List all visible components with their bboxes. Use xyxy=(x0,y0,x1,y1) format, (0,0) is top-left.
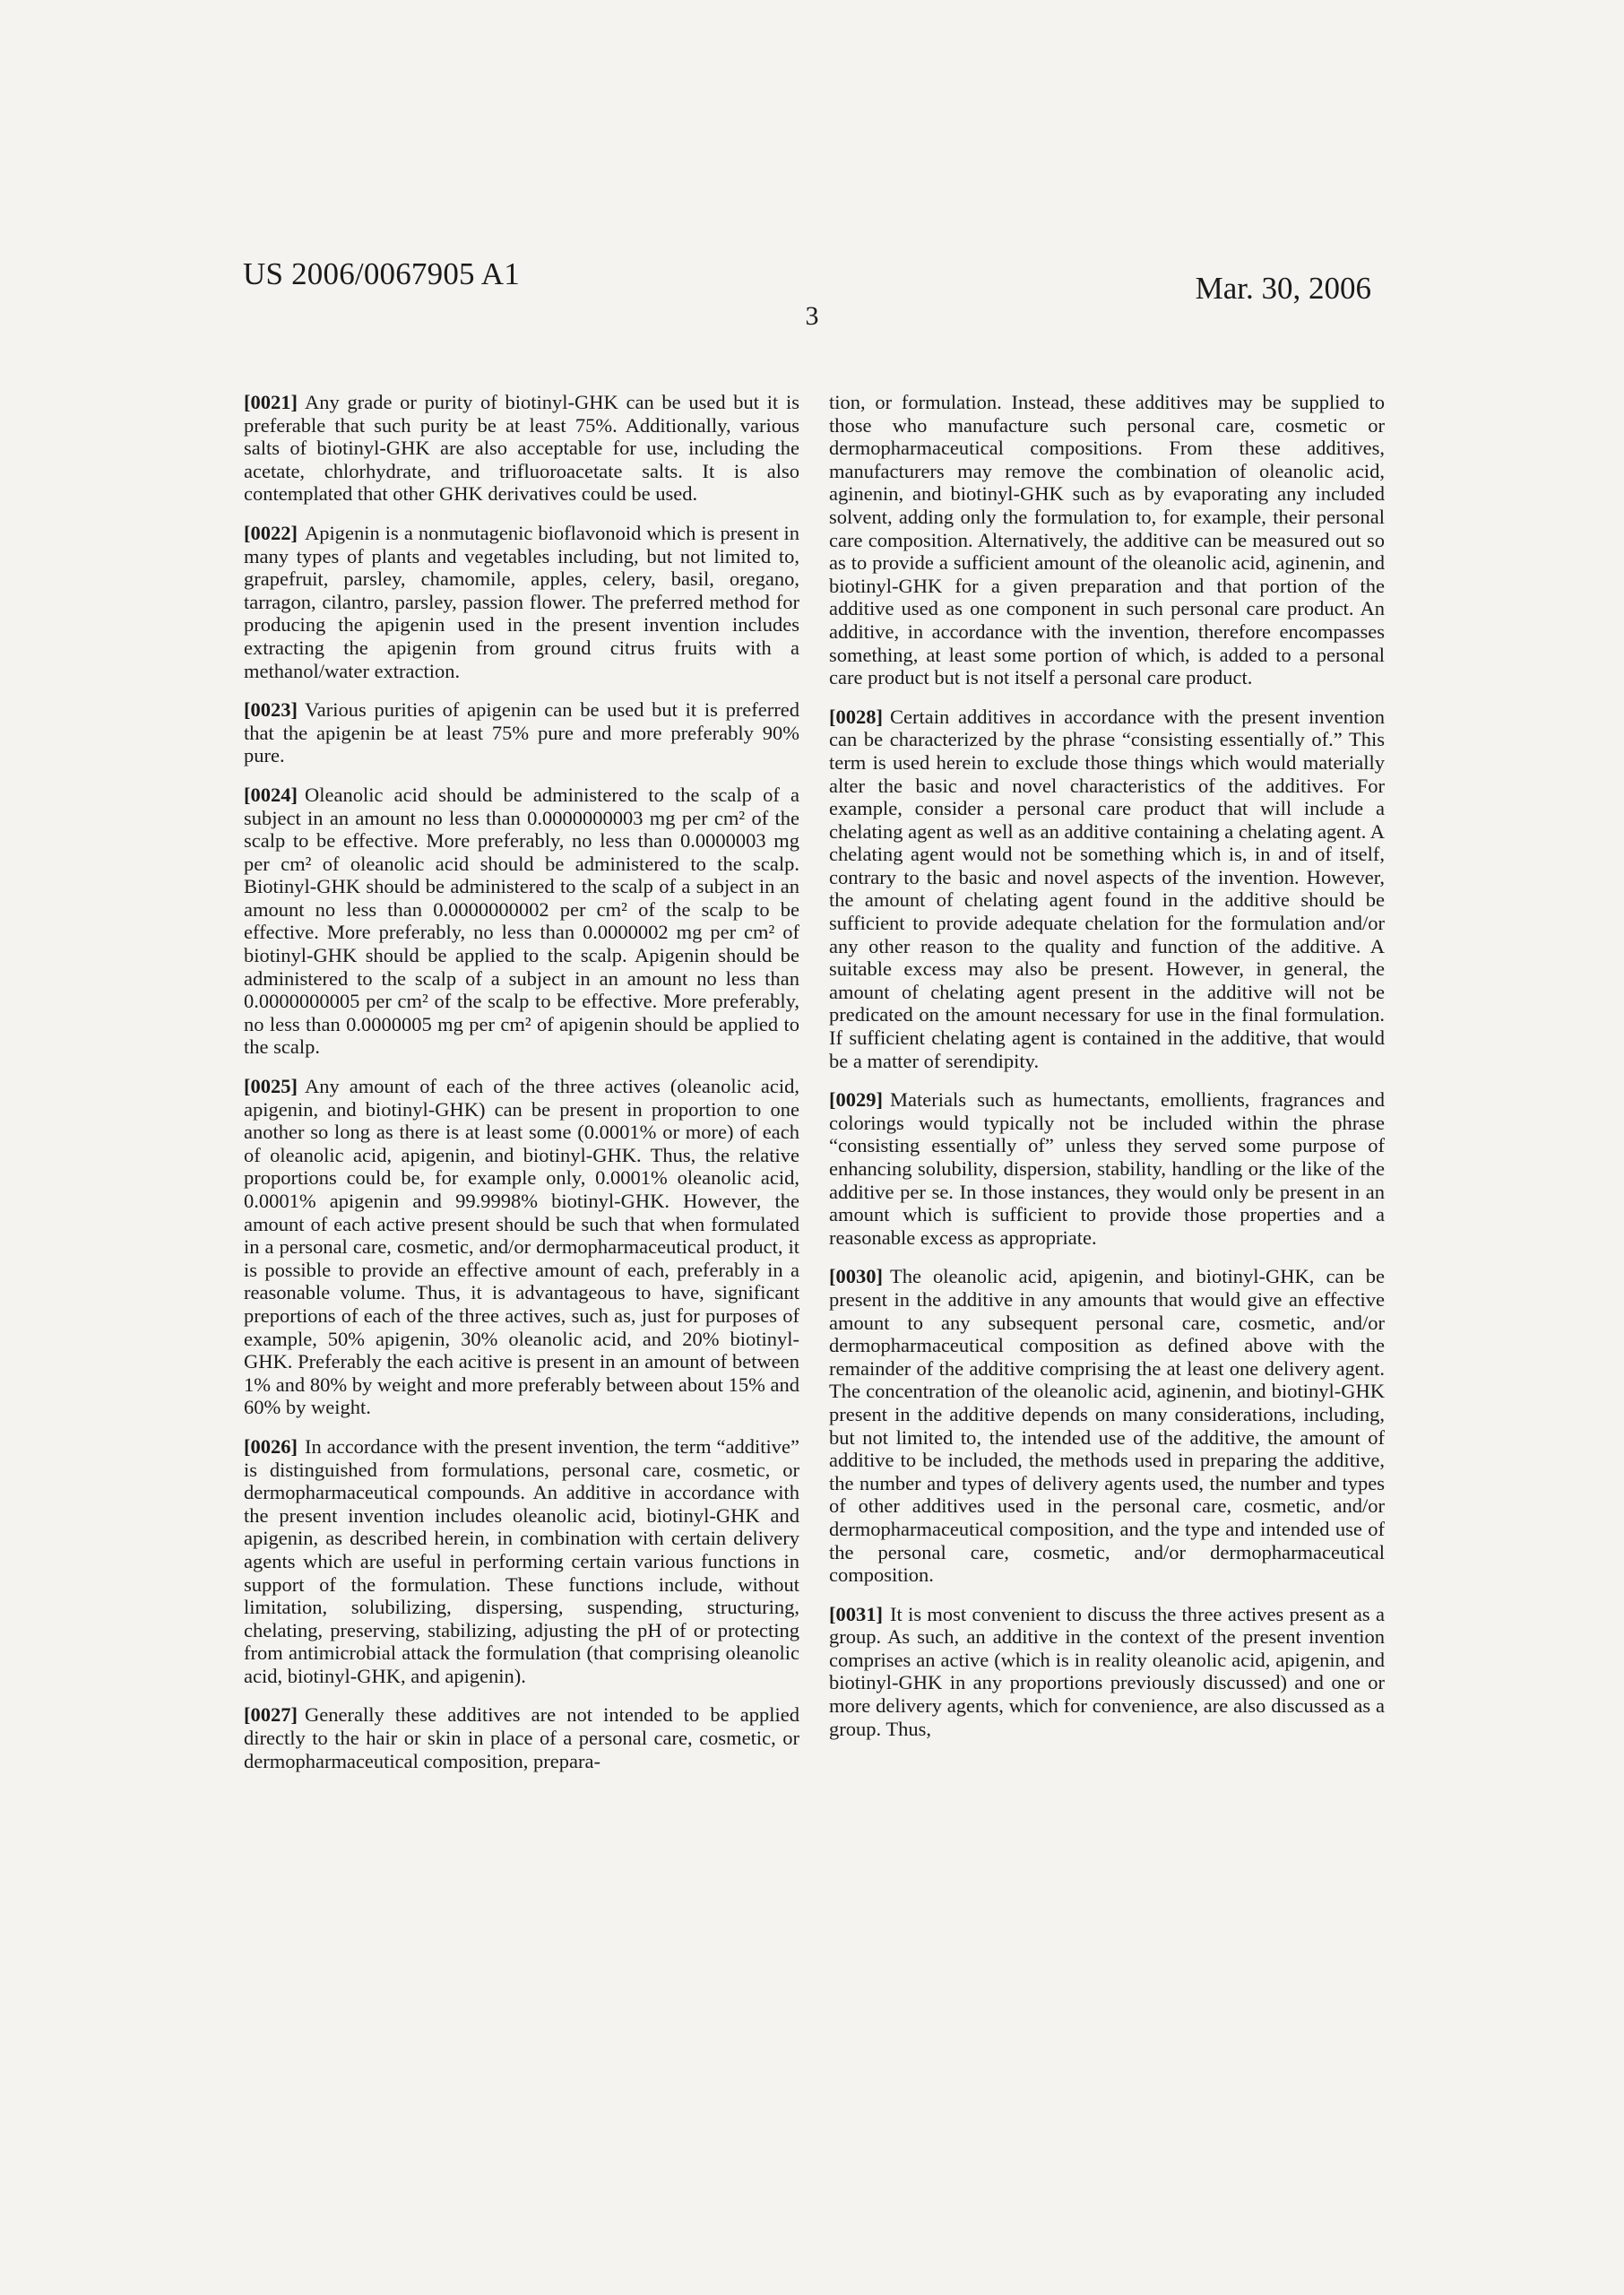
paragraph xyxy=(244,522,799,682)
page-number: 3 xyxy=(805,301,819,331)
paragraph-number: [0022] xyxy=(244,521,298,544)
paragraph-text: Generally these additives are not intended to be applied directly to the hair or skin in place of a personal care, cosmetic, or dermopharmaceutical composition, prepara- xyxy=(244,1703,799,1772)
paragraph xyxy=(829,1265,1385,1586)
paragraph-number: [0027] xyxy=(244,1703,298,1727)
paragraph-text: Apigenin is a nonmutagenic bioflavonoid which is present in many types of plants and vegetables including, but not limited to, grapefruit, parsley, chamomile, apples, celery, basil, oregano, tarragon, cilantro, parsley, passion flower. The preferred method for producing the apigenin used in the present invention includes extracting the apigenin from ground citrus fruits with a methanol/water extraction. xyxy=(244,521,799,682)
paragraph-text: It is most convenient to discuss the three actives present as a group. As such, an additive in the context of the present invention comprises an active (which is in reality oleanolic acid, apigenin, and biotinyl-GHK in any proportions previously discussed) and one or more delivery agents, which for convenience, are also discussed as a group. Thus, xyxy=(829,1602,1385,1740)
paragraph-text: Certain additives in accordance with the present invention can be characterized by the phrase “consisting essentially of.” This term is used herein to exclude those things which would materially alter the basic and novel characteristics of the additives. For example, consider a personal care product that will include a chelating agent as well as an additive containing a chelating agent. A chelating agent would not be something which is, in and of itself, contrary to the basic and novel aspects of the invention. However, the amount of chelating agent found in the additive should be sufficient to provide adequate chelation for the formulation and/or any other reason to the quality and function of the additive. A suitable excess may also be present. However, in general, the amount of chelating agent present in the additive will not be predicated on the amount necessary for use in the final formulation. If sufficient chelating agent is contained in the additive, that would be a matter of serendipity. xyxy=(829,705,1385,1072)
paragraph xyxy=(829,1603,1385,1741)
paragraph-text: Materials such as humectants, emollients, fragrances and colorings would typically not be included within the phrase “consisting essentially of” unless they served some purpose of enhancing solubility, dispersion, stability, handling or the like of the additive per se. In those instances, they would only be present in an amount which is sufficient to provide those properties and a reasonable excess as appropriate. xyxy=(829,1088,1385,1249)
paragraph-text: Various purities of apigenin can be used but it is preferred that the apigenin be at least 75% pure and more preferably 90% pure. xyxy=(244,698,799,767)
left-column xyxy=(244,391,799,1788)
right-column xyxy=(829,391,1385,1756)
paragraph xyxy=(244,784,799,1059)
publication-date: Mar. 30, 2006 xyxy=(1195,271,1371,306)
paragraph xyxy=(829,1088,1385,1249)
paragraph-text: Any grade or purity of biotinyl-GHK can be used but it is preferable that such purity be at least 75%. Additionally, various salts of biotinyl-GHK are also acceptable for use, including the acetate, chlorhydrate, and trifluoroacetate salts. It is also contemplated that other GHK derivatives could be used. xyxy=(244,391,799,506)
paragraph-number: [0029] xyxy=(829,1088,883,1112)
paragraph xyxy=(829,706,1385,1073)
paragraph-text: In accordance with the present invention, the term “additive” is distinguished from formulations, personal care, cosmetic, or dermopharmaceutical compounds. An additive in accordance with the present invention includes oleanolic acid, biotinyl-GHK and apigenin, as described herein, in combination with certain delivery agents which are useful in performing certain various functions in support of the formulation. These functions include, without limitation, solubilizing, dispersing, suspending, structuring, chelating, preserving, stabilizing, adjusting the pH of or protecting from antimicrobial attack the formulation (that comprising oleanolic acid, biotinyl-GHK, and apigenin). xyxy=(244,1434,799,1687)
paragraph xyxy=(244,391,799,506)
paragraph xyxy=(244,1075,799,1419)
paragraph-continued xyxy=(829,391,1385,689)
paragraph-number: [0031] xyxy=(829,1602,883,1625)
publication-number: US 2006/0067905 A1 xyxy=(243,256,520,291)
paragraph-text: tion, or formulation. Instead, these additives may be supplied to those who manufacture such personal care, cosmetic or dermopharmaceutical compositions. From these additives, manufacturers may remove the combination of oleanolic acid, aginenin, and biotinyl-GHK such as by evaporating any included solvent, adding only the formulation to, for example, their personal care composition. Alternatively, the additive can be measured out so as to provide a sufficient amount of the oleanolic acid, aginenin, and biotinyl-GHK for a given preparation and that portion of the additive used as one component in such personal care product. An additive, in accordance with the invention, therefore encompasses something, at least some portion of which, is added to a personal care product but is not itself a personal care product. xyxy=(829,391,1385,689)
paragraph xyxy=(244,1435,799,1688)
paragraph-number: [0030] xyxy=(829,1265,883,1288)
paragraph-number: [0024] xyxy=(244,783,298,806)
paragraph-text: The oleanolic acid, apigenin, and biotinyl-GHK, can be present in the additive in any amounts that would give an effective amount to any subsequent personal care, cosmetic, and/or dermopharmaceutical composition as defined above with the remainder of the additive comprising the at least one delivery agent. The concentration of the oleanolic acid, aginenin, and biotinyl-GHK present in the additive depends on many considerations, including, but not limited to, the intended use of the additive, the amount of additive to be included, the methods used in preparing the additive, the number and types of delivery agents used, the number and types of other additives used in the personal care, cosmetic, and/or dermopharmaceutical composition, and the type and intended use of the personal care, cosmetic, and/or dermopharmaceutical composition. xyxy=(829,1265,1385,1587)
paragraph xyxy=(244,698,799,767)
paragraph-number: [0025] xyxy=(244,1075,298,1098)
paragraph-text: Oleanolic acid should be administered to the scalp of a subject in an amount no less than 0.0000000003 mg per cm² of the scalp to be effective. More preferably, no less than 0.0000003 mg per cm² of oleanolic acid should be administered to the scalp. Biotinyl-GHK should be administered to the scalp of a subject in an amount no less than 0.0000000002 per cm² of the scalp to be effective. More preferably, no less than 0.0000002 mg per cm² of biotinyl-GHK should be applied to the scalp. Apigenin should be administered to the scalp of a subject in an amount no less than 0.0000000005 per cm² of the scalp to be effective. More preferably, no less than 0.0000005 mg per cm² of apigenin should be applied to the scalp. xyxy=(244,783,799,1059)
paragraph xyxy=(244,1703,799,1772)
paragraph-number: [0021] xyxy=(244,391,298,413)
paragraph-number: [0023] xyxy=(244,698,298,722)
paragraph-text: Any amount of each of the three actives (oleanolic acid, apigenin, and biotinyl-GHK) can be present in proportion to one another so long as there is at least some (0.0001% or more) of each of oleanolic acid, apigenin, and biotinyl-GHK. Thus, the relative proportions could be, for example only, 0.0001% oleanolic acid, 0.0001% apigenin and 99.9998% biotinyl-GHK. However, the amount of each active present should be such that when formulated in a personal care, cosmetic, and/or dermopharmaceutical product, it is possible to provide an effective amount of each, preferably in a reasonable volume. Thus, it is advantageous to have, significant preportions of each of the three actives, such as, just for purposes of example, 50% apigenin, 30% oleanolic acid, and 20% biotinyl-GHK. Preferably the each acitive is present in an amount of between 1% and 80% by weight and more preferably between about 15% and 60% by weight. xyxy=(244,1075,799,1419)
paragraph-number: [0026] xyxy=(244,1434,298,1458)
paragraph-number: [0028] xyxy=(829,705,883,728)
